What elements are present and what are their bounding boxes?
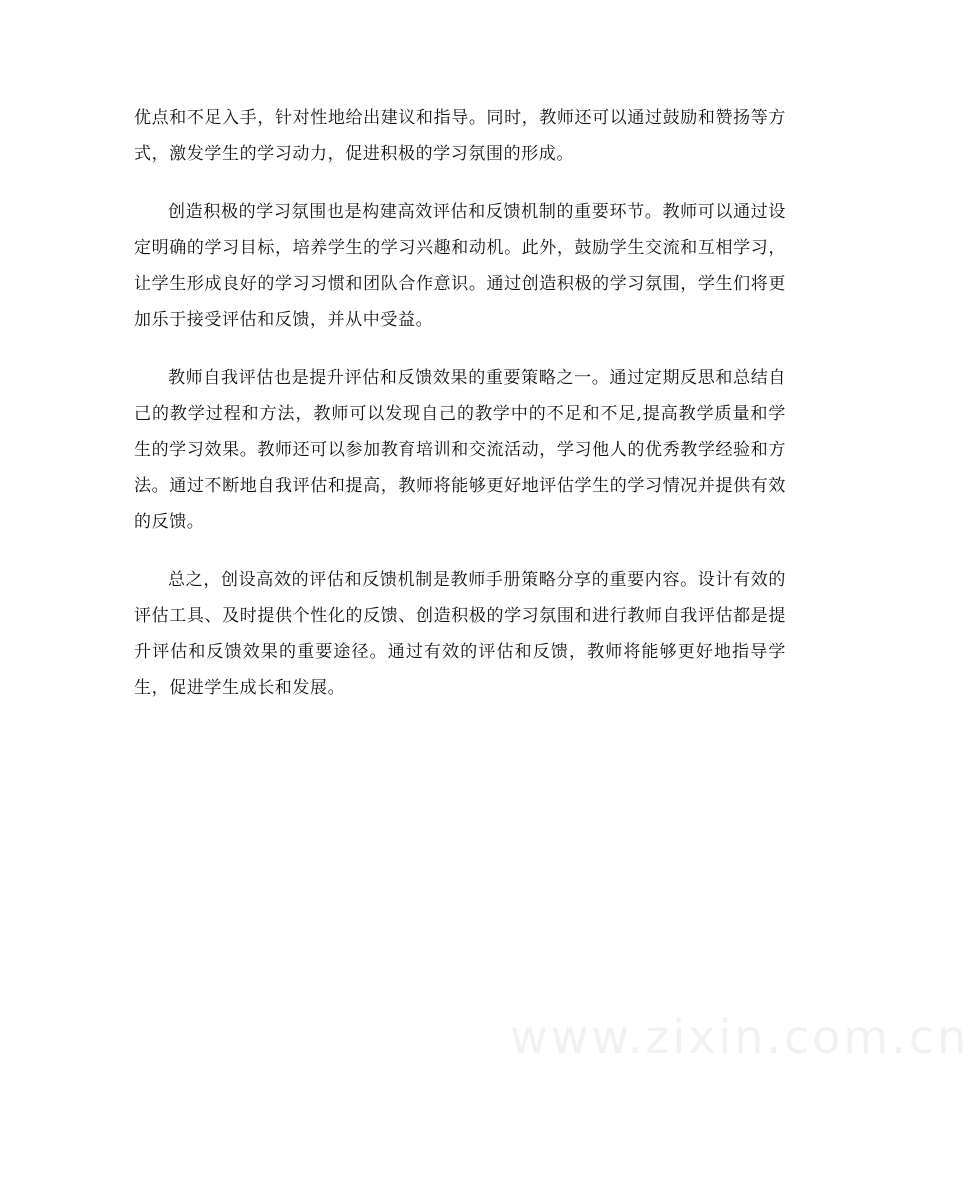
watermark: www.zixin.com.cn (510, 1010, 969, 1064)
paragraph-conclusion: 总之，创设高效的评估和反馈机制是教师手册策略分享的重要内容。设计有效的评估工具、及时提供个性化的反馈、创造积极的学习氛围和进行教师自我评估都是提升评估和反馈效果的重要途径。通过有效的评估和反馈，教师将能够更好地指导学生，促进学生成长和发展。 (134, 570, 786, 698)
paragraph-learning-atmosphere: 创造积极的学习氛围也是构建高效评估和反馈机制的重要环节。教师可以通过设定明确的学习目标，培养学生的学习兴趣和动机。此外，鼓励学生交流和互相学习，让学生形成良好的学习习惯和团队合作意识。通过创造积极的学习氛围，学生们将更加乐于接受评估和反馈，并从中受益。 (134, 202, 786, 330)
paragraph-continuation: 优点和不足入手，针对性地给出建议和指导。同时，教师还可以通过鼓励和赞扬等方式，激发学生的学习动力，促进积极的学习氛围的形成。 (134, 108, 786, 164)
document-body (134, 100, 786, 728)
paragraph-teacher-self-assessment: 教师自我评估也是提升评估和反馈效果的重要策略之一。通过定期反思和总结自己的教学过程和方法，教师可以发现自己的教学中的不足和不足,提高教学质量和学生的学习效果。教师还可以参加教育培训和交流活动，学习他人的优秀教学经验和方法。通过不断地自我评估和提高，教师将能够更好地评估学生的学习情况并提供有效的反馈。 (134, 368, 786, 532)
